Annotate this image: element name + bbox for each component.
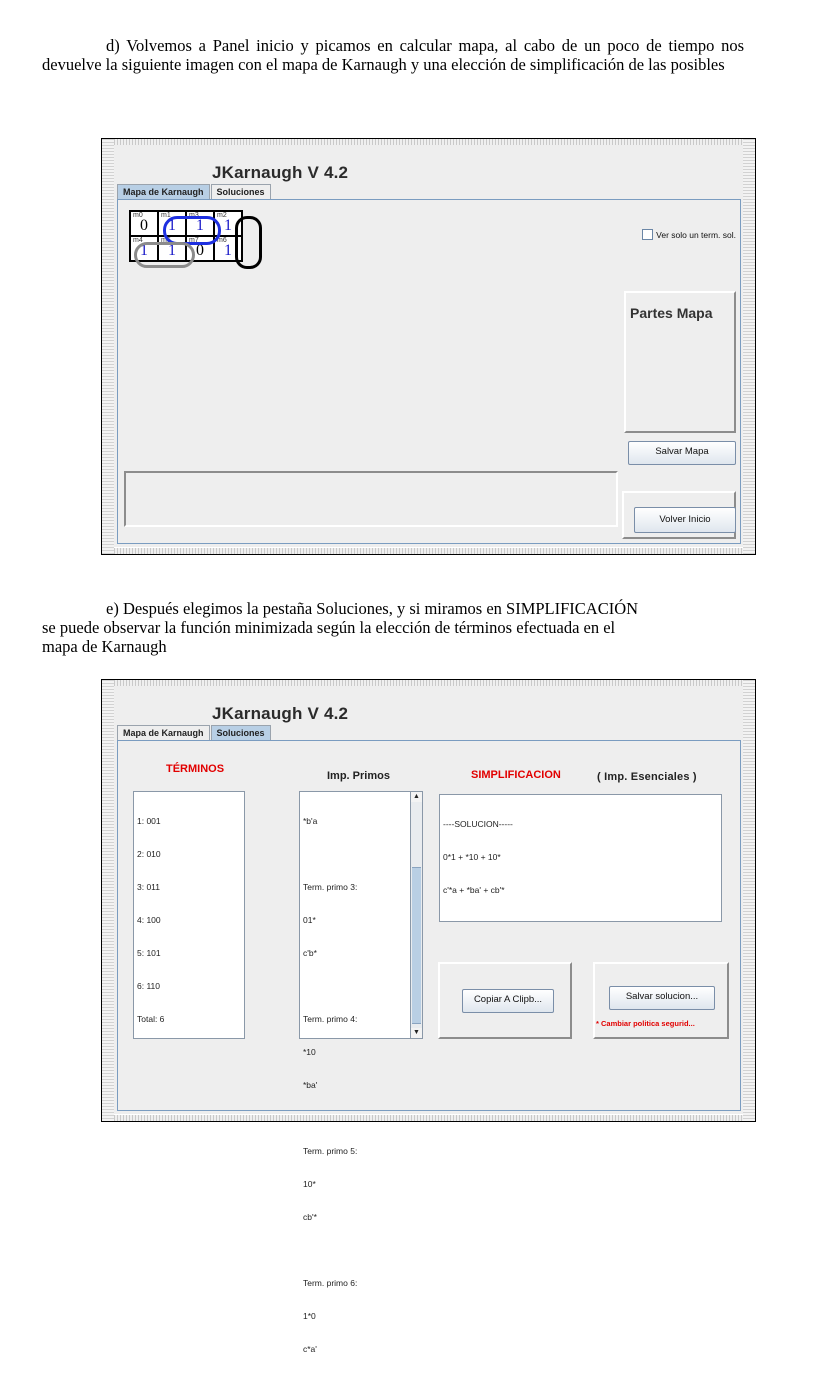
paragraph-e-line: e) Después elegimos la pestaña Soluciones, y si miramos en SIMPLIFICACIÓN	[106, 599, 639, 618]
binary-border	[102, 680, 114, 1121]
list-item: cb'*	[303, 1212, 317, 1222]
binary-border	[102, 139, 114, 554]
app-window	[114, 686, 743, 1354]
minterm-index: m7	[189, 237, 199, 244]
list-item: 1: 001	[137, 816, 161, 826]
minterm-index: m5	[161, 237, 171, 244]
solutions-tab-panel	[117, 740, 741, 1354]
simplification-heading: SIMPLIFICACION	[471, 769, 561, 781]
list-item: 0*1 + *10 + 10*	[443, 852, 501, 862]
list-item: 2: 010	[137, 849, 161, 859]
tab-karnaugh-map[interactable]: Mapa de Karnaugh	[117, 725, 210, 741]
list-item: Term. primo 5:	[303, 1146, 358, 1156]
map-parts-title: Partes Mapa	[630, 305, 713, 321]
list-item: c'*a + *ba' + cb'*	[443, 885, 505, 895]
minterm-index: m6	[217, 237, 227, 244]
kmap-cell[interactable]	[214, 236, 242, 261]
paragraph-e-line: se puede observar la función minimizada según la elección de términos efectuada en el	[42, 618, 616, 637]
cell-value: 1	[168, 217, 176, 234]
cell-value: 1	[224, 217, 232, 234]
list-item: Term. primo 6:	[303, 1278, 358, 1288]
tab-bar	[117, 184, 272, 199]
copy-to-clipboard-button[interactable]: Copiar A Clipb...	[462, 989, 554, 1013]
message-area[interactable]	[124, 471, 618, 527]
save-map-button[interactable]: Salvar Mapa	[628, 441, 736, 465]
list-item: *b'a	[303, 816, 318, 826]
paragraph-d	[42, 36, 744, 74]
prime-list-scrollbar[interactable]	[410, 791, 423, 1039]
app-title: JKarnaugh V 4.2	[212, 704, 349, 723]
minterm-index: m4	[133, 237, 143, 244]
list-item: 01*	[303, 915, 316, 925]
list-item: Term. primo 3:	[303, 882, 358, 892]
tab-bar	[117, 725, 272, 740]
minterm-index: m2	[217, 212, 227, 219]
minterm-index: m1	[161, 212, 171, 219]
save-solution-button[interactable]: Salvar solucion...	[609, 986, 715, 1010]
cell-value: 1	[224, 242, 232, 259]
binary-border	[114, 548, 743, 554]
map-parts-panel	[624, 291, 736, 433]
cell-value: 0	[140, 217, 148, 234]
binary-border	[743, 680, 755, 1121]
list-item: *10	[303, 1047, 316, 1057]
list-item: 1*0	[303, 1311, 316, 1321]
paragraph-e-line: mapa de Karnaugh	[42, 637, 167, 656]
prime-implicants-heading: Imp. Primos	[327, 770, 390, 782]
checkbox-label: Ver solo un term. sol.	[656, 229, 736, 240]
list-item: ----SOLUCION-----	[443, 819, 513, 829]
tab-karnaugh-map[interactable]: Mapa de Karnaugh	[117, 184, 210, 200]
kmap-cell[interactable]	[186, 211, 214, 236]
list-item: *ba'	[303, 1080, 318, 1090]
checkbox[interactable]	[642, 229, 653, 240]
list-item: 4: 100	[137, 915, 161, 925]
list-item	[303, 981, 410, 992]
karnaugh-map	[129, 210, 243, 262]
list-item: 6: 110	[137, 981, 161, 991]
paragraph-e	[42, 599, 742, 656]
list-item: c*a'	[303, 1344, 317, 1354]
minterm-index: m3	[189, 212, 199, 219]
list-item: c'b*	[303, 948, 317, 958]
scroll-thumb[interactable]	[412, 867, 421, 1024]
tab-solutions[interactable]: Soluciones	[211, 725, 271, 741]
app-title: JKarnaugh V 4.2	[212, 163, 349, 182]
kmap-cell[interactable]	[130, 211, 158, 236]
single-term-option[interactable]	[642, 229, 736, 240]
karnaugh-tab-panel	[117, 199, 741, 544]
cell-value: 1	[196, 217, 204, 234]
cell-value: 1	[140, 242, 148, 259]
list-item	[303, 1245, 410, 1256]
minterm-index: m0	[133, 212, 143, 219]
security-policy-warning: * Cambiar politica segurid...	[596, 1019, 695, 1028]
screenshot-karnaugh-map	[101, 138, 756, 555]
cell-value: 1	[168, 242, 176, 259]
list-item: Term. primo 4:	[303, 1014, 358, 1024]
app-window	[114, 145, 743, 547]
simplification-output[interactable]	[439, 794, 722, 922]
essential-implicants-heading: ( Imp. Esenciales )	[597, 771, 697, 783]
prime-implicants-list[interactable]	[299, 791, 414, 1354]
binary-border	[743, 139, 755, 554]
list-item	[303, 1113, 410, 1124]
cell-value: 0	[196, 242, 204, 259]
scroll-up-arrow-icon[interactable]: ▲	[411, 792, 422, 802]
terms-list[interactable]	[133, 791, 245, 1039]
terms-heading: TÉRMINOS	[166, 763, 225, 775]
tab-solutions[interactable]: Soluciones	[211, 184, 271, 200]
list-item	[303, 849, 410, 860]
kmap-cell[interactable]	[158, 211, 186, 236]
scroll-down-arrow-icon[interactable]: ▼	[411, 1028, 422, 1038]
kmap-cell[interactable]	[186, 236, 214, 261]
paragraph-d-text: d) Volvemos a Panel inicio y picamos en calcular mapa, al cabo de un poco de tiempo nos devuelve la siguiente imagen con el mapa de Karnaugh y una elección de simplificación de las posibles	[42, 36, 744, 74]
back-to-start-button[interactable]: Volver Inicio	[634, 507, 736, 533]
list-item: 5: 101	[137, 948, 161, 958]
list-item: Total: 6	[137, 1014, 165, 1024]
binary-border	[114, 1115, 743, 1121]
kmap-cell[interactable]	[158, 236, 186, 261]
list-item: 3: 011	[137, 882, 161, 892]
list-item: 10*	[303, 1179, 316, 1189]
kmap-cell[interactable]	[214, 211, 242, 236]
screenshot-solutions	[101, 679, 756, 1354]
kmap-cell[interactable]	[130, 236, 158, 261]
